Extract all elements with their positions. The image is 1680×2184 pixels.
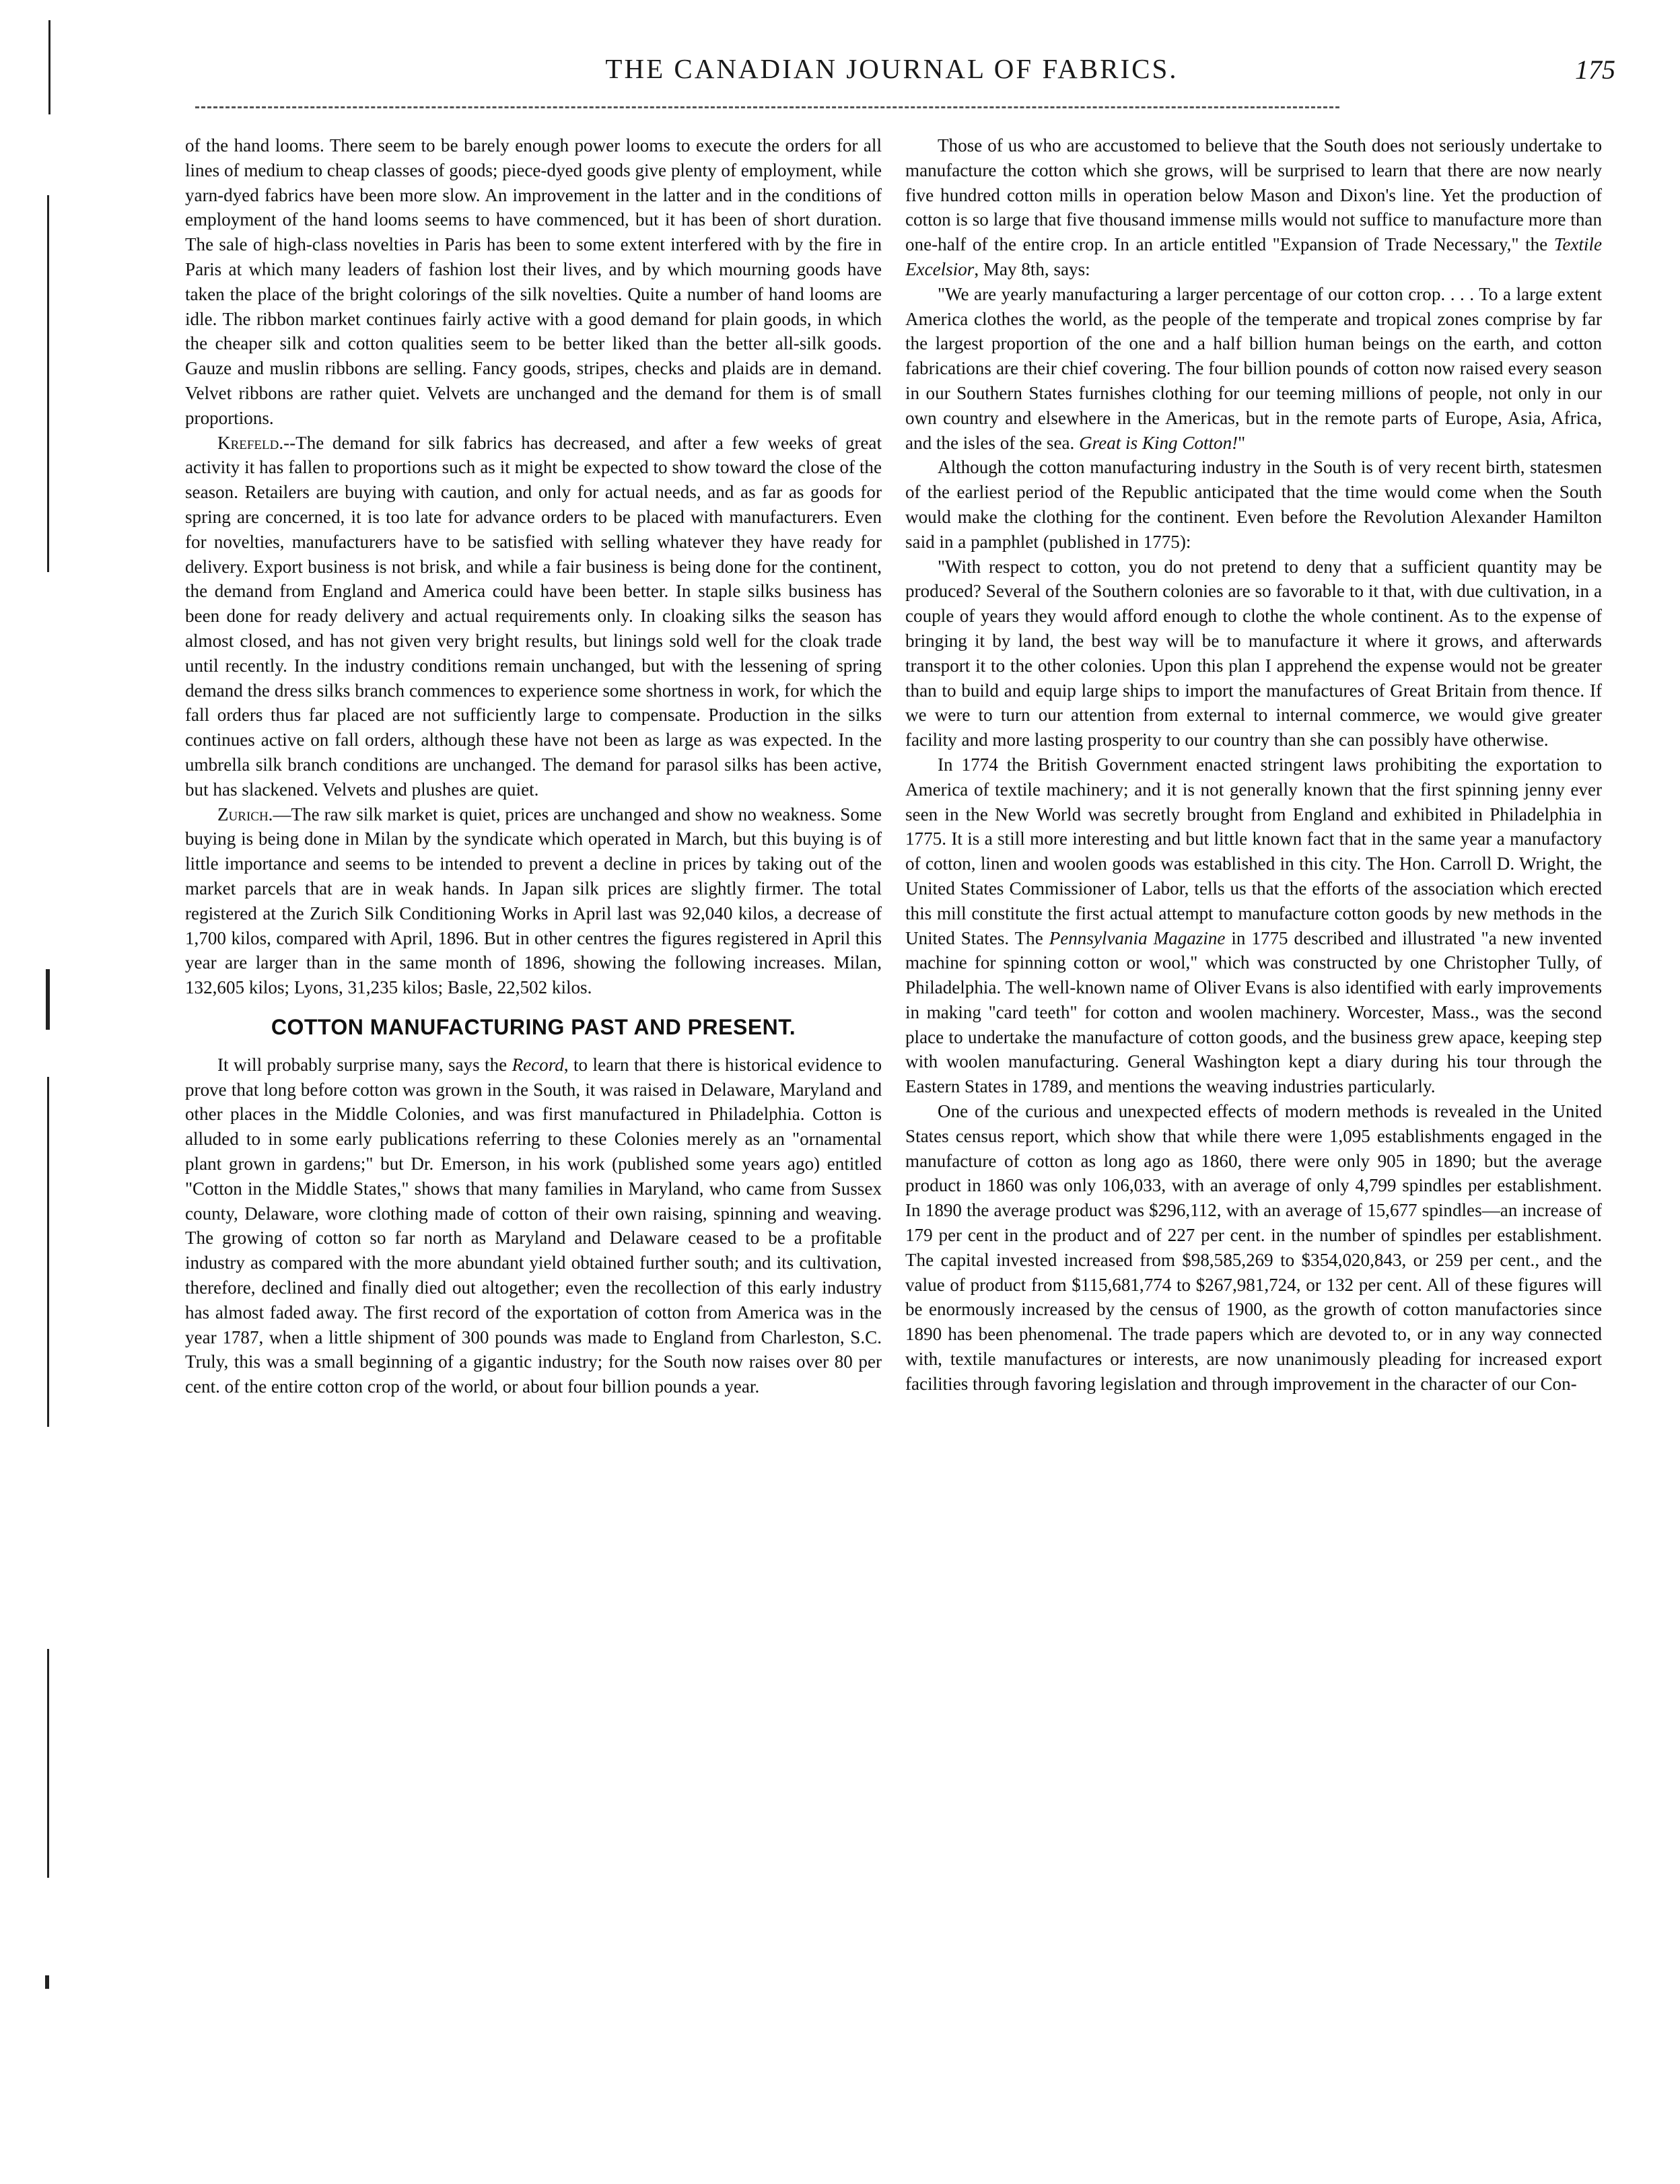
scan-edge-mark (47, 195, 49, 572)
quotation-end: " (1238, 432, 1246, 453)
paragraph: Although the cotton manufacturing industry in the South is of very recent birth, statesmen of the earliest period of the Republic anticipated that the time would come when the South would make the clothing for the continent. Even before the Revolution Alexander Hamilton said in a pamphlet (published in 1775): (905, 457, 1602, 552)
section-heading: COTTON MANUFACTURING PAST AND PRESENT. (271, 1014, 796, 1039)
paragraph-text: --The demand for silk fabrics has decreased, and after a few weeks of great activity it has fallen to proportions such as it might be expected to show toward the close of the season. Retailers are buying with caution, and only for actual needs, and as far as goods for spring are concerned, it is too late for advance orders to be placed with manufacturers. Even for novelties, manufacturers have to be satisfied with selling whatever they have ready for delivery. Export business is not brisk, and while a fair business is being done for the continent, the demand from England and America could have been better. In staple silks business has been done for ready delivery and actual requirements only. In cloaking silks the season has almost closed, and has not given very bright results, but linings sold well for the cloak trade until recently. In the industry conditions remain unchanged, but with the lessening of spring demand the dress silks branch commences to experience some shortness in work, for which the fall orders thus far placed are not sufficiently large to compensate. Production in the silks continues active on fall orders, although these have not been as large as was expected. In the umbrella silk branch conditions are unchanged. The demand for parasol silks has been active, but has slackened. Velvets and plushes are quiet. (185, 432, 882, 800)
right-column (905, 133, 1602, 1397)
textile-excelsior-title: Textile Excelsior (905, 234, 1602, 279)
scan-edge-mark (47, 1649, 49, 1878)
scan-edge-mark (47, 1077, 49, 1427)
krefeld-label: Krefeld. (217, 432, 284, 453)
quotation-text: "We are yearly manufacturing a larger percentage of our cotton crop. . . . To a large extent America clothes the world, as the people of the temperate and tropical zones comprise by far the largest proportion of the one and a half billion human beings on the earth, and cotton fabrications are their chief covering. The four billion pounds of cotton now raised every season in our Southern States furnishes clothing for our teeming millions of people, not only in our own country and elsewhere in the Americas, but in the remote parts of Europe, Asia, Africa, and the isles of the sea. (905, 283, 1602, 453)
scan-edge-mark (48, 20, 50, 114)
paragraph (905, 752, 1602, 1099)
quotation: "With respect to cotton, you do not pretend to deny that a sufficient quantity may be produced? Several of the Southern colonies are so favorable to it that, with due cultivation, in a couple of years they would afford enough to clothe the whole continent. As to the expense of bringing it by land, the best way will be to manufacture it where it grows, and afterwards transport it to the other colonies. Upon this plan I apprehend the expense would not be greater than to build and equip large ships to import the manufactures of Great Britain from thence. If we were to turn our attention from external to internal commerce, we would give greater facility and more lasting prosperity to our country than she can possibly have otherwise. (905, 556, 1602, 750)
record-title: Record (512, 1054, 564, 1075)
quotation (905, 282, 1602, 456)
scan-edge-mark (46, 969, 50, 1030)
page-header (168, 48, 1615, 102)
paragraph-text: Those of us who are accustomed to believe that the South does not seriously undertake to manufacture the cotton which she grows, will be surprised to learn that there are now nearly five hundred cotton mills in operation below Mason and Dixon's line. Yet the production of cotton is so large that five thousand immense mills would not suffice to manufacture more than one-half of the entire crop. In an article entitled "Expansion of Trade Necessary," the (905, 135, 1602, 255)
journal-title: THE CANADIAN JOURNAL OF FABRICS. (605, 53, 1179, 84)
scan-edge-mark (45, 1975, 49, 1989)
paragraph-text: , to learn that there is historical evidence to prove that long before cotton was grown in the South, it was raised in Delaware, Maryland and other places in the Middle Colonies, and was first manufactured in Philadelphia. Cotton is alluded to in some early publications referring to these Colonies merely as an "ornamental plant grown in gardens;" but Dr. Emerson, in his work (published some years ago) entitled "Cotton in the Middle States," shows that many families in Maryland, who came from Sussex county, Delaware, wore clothing made of cotton of their own raising, spinning and weaving. The growing of cotton so far north as Maryland and Delaware ceased to be a profitable industry as compared with the more abundant yield obtained further south; and its cultivation, therefore, declined and finally died out altogether; even the recollection of this early industry has almost faded away. The first record of the exportation of cotton from America was in the year 1787, when a little shipment of 300 pounds was made to England from Charleston, S.C. Truly, this was a small beginning of a gigantic industry; for the South now raises over 80 per cent. of the entire cotton crop of the world, or about four billion pounds a year. (185, 1054, 882, 1397)
pennsylvania-magazine-title: Pennsylvania Magazine (1049, 927, 1226, 948)
cotton-paragraph (185, 1053, 882, 1399)
krefeld-paragraph (185, 431, 882, 802)
paragraph-text: , May 8th, says: (974, 258, 1090, 279)
paragraph: One of the curious and unexpected effects of modern methods is revealed in the United States census report, which show that while there were 1,095 establishments engaged in the manufacture of cotton as long ago as 1860, there were only 905 in 1890; but the average product in 1860 was only 106,033, with an average of only 4,799 spindles per establishment. In 1890 the average product was $296,112, with an average of 15,677 spindles—an increase of 179 per cent in the product and of 227 per cent. in the number of spindles per establishment. The capital invested increased from $98,585,269 to $354,020,843, or 259 per cent., and the value of product from $115,681,774 to $267,981,724, or 132 per cent. All of these figures will be enormously increased by the census of 1900, as the growth of cotton manufactories since 1890 has been phenomenal. The trade papers which are devoted to, or in any way connected with, textile manufactures or interests, are now unanimously pleading for increased export facilities through favoring legislation and through improvement in the character of our Con- (905, 1101, 1602, 1394)
paragraph-text: It will probably surprise many, says the (217, 1054, 512, 1075)
left-column (185, 133, 882, 1399)
paragraph-text: —The raw silk market is quiet, prices are unchanged and show no weakness. Some buying is being done in Milan by the syndicate which operated in March, but this buying is of little importance and seems to be intended to prevent a decline in prices by taking out of the market parcels that are in weak hands. In Japan silk prices are slightly firmer. The total registered at the Zurich Silk Conditioning Works in April last was 92,040 kilos, a decrease of 1,700 kilos, compared with April, 1896. But in other centres the figures registered in April this year are larger than in the same month of 1896, showing the following increases. Milan, 132,605 kilos; Lyons, 31,235 kilos; Basle, 22,502 kilos. (185, 804, 882, 998)
paragraph (905, 133, 1602, 282)
header-rule (195, 106, 1339, 108)
zurich-paragraph (185, 802, 882, 1000)
paragraph-text: in 1775 described and illustrated "a new invented machine for spinning cotton or wool," which was constructed by one Christopher Tully, of Philadelphia. The well-known name of Oliver Evans is also identified with early improvements in making "card teeth" for cotton and woolen machinery. Worcester, Mass., was the second place to undertake the manufacture of cotton goods, and the business grew apace, keeping step with woolen manufacturing. General Washington kept a diary during his tour through the Eastern States in 1789, and mentions the weaving industries particularly. (905, 927, 1603, 1097)
paragraph: of the hand looms. There seem to be barely enough power looms to execute the orders for all lines of medium to cheap classes of goods; piece-dyed goods give plenty of employment, while yarn-dyed fabrics have been more slow. An improvement in the latter and in the conditions of employment of the hand looms seems to have commenced, but it has been of short duration. The sale of high-class novelties in Paris has been to some extent interfered with by the fire in Paris at which many leaders of fashion lost their lives, and by which mourning goods have taken the place of the bright colorings of the silk novelties. Quite a number of hand looms are idle. The ribbon market continues fairly active with a good demand for plain goods, in which the cheaper silk and cotton qualities seem to be better liked than the better all-silk goods. Gauze and muslin ribbons are selling. Fancy goods, stripes, checks and plaids are in demand. Velvet ribbons are rather quiet. Velvets are unchanged and the demand for them is of small proportions. (185, 135, 882, 428)
zurich-label: Zurich. (217, 804, 273, 824)
page-number: 175 (1575, 55, 1615, 85)
paragraph-text: In 1774 the British Government enacted stringent laws prohibiting the exportation to America of textile machinery; and it is not generally known that the first spinning jenny ever seen in the New World was secretly brought from England and exhibited in Philadelphia in 1775. It is a still more interesting and but little known fact that in the same year a manufactory of cotton, linen and woolen goods was established in this city. The Hon. Carroll D. Wright, the United States Commissioner of Labor, tells us that the efforts of the association which erected this mill constitute the first actual attempt to manufacture cotton goods by new methods in the United States. The (905, 754, 1602, 948)
quotation-italic: Great is King Cotton! (1079, 432, 1238, 453)
